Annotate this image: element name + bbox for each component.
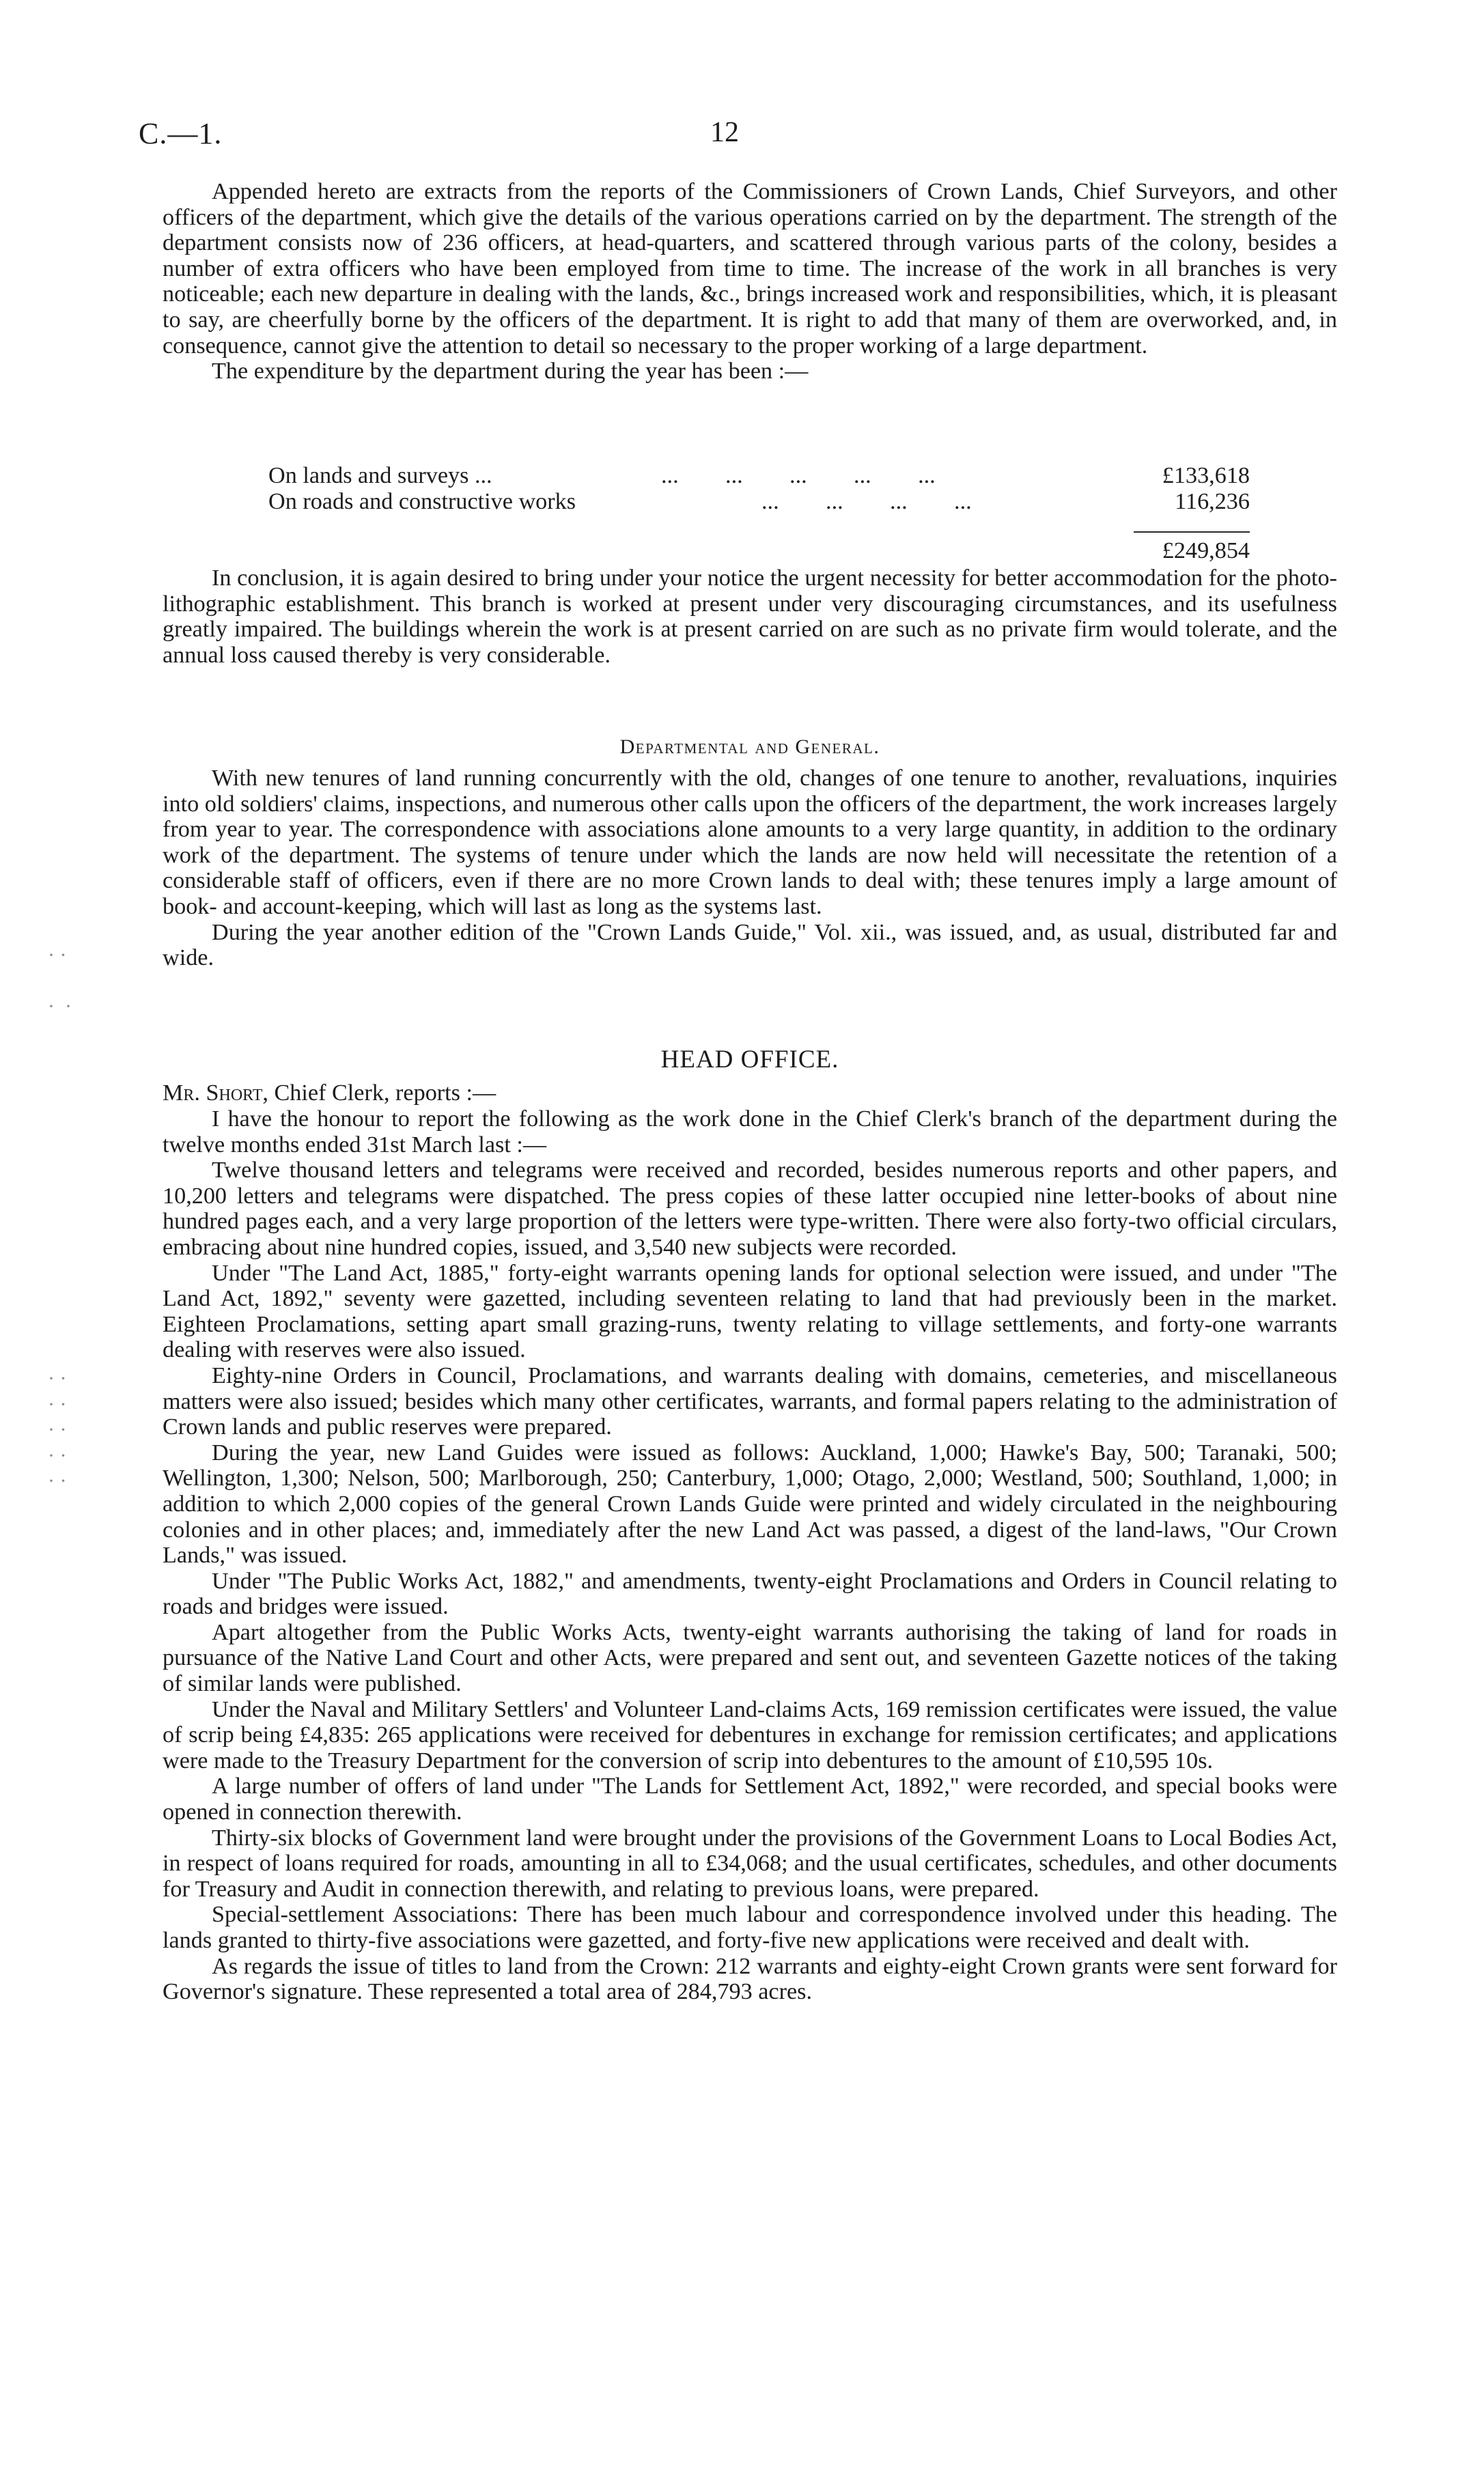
expenditure-row-leaders: ... ... ... ... [761,489,972,514]
expenditure-row-label: On lands and surveys ... [268,463,492,488]
page-number: 12 [710,117,739,148]
head-office-byline [163,1080,496,1106]
byline-name: Mr. Short [163,1080,263,1106]
report-paragraph: I have the honour to report the following as the work done in the Chief Clerk's branch of the department during the twelve months ended 31st March last :— [163,1106,1337,1158]
report-paragraph: During the year, new Land Guides were issued as follows: Auckland, 1,000; Hawke's Bay, 500; Taranaki, 500; Wellington, 1,300; Nelson, 500; Marlborough, 250; Canterbury, 1,000; Otago, 2,000; Westland, 500; Southland, 1,000; in addition to which 2,000 copies of the general Crown Lands Guide were printed and widely circulated in the neighbouring colonies and in other places; and, immediately after the new Land Act was passed, a digest of the land-laws, "Our Crown Lands," was issued. [163,1440,1337,1569]
report-paragraph: As regards the issue of titles to land from the Crown: 212 warrants and eighty-eight Crown grants were sent forward for Governor's signature. These represented a total area of 284,793 acres. [163,1953,1337,2005]
report-paragraph: Under "The Public Works Act, 1882," and amendments, twenty-eight Proclamations and Orders in Council relating to roads and bridges were issued. [163,1568,1337,1620]
report-paragraph: Apart altogether from the Public Works Acts, twenty-eight warrants authorising the taking of land for roads in pursuance of the Native Land Court and other Acts, were prepared and sent out, and seventeen Gazette notices of the taking of similar lands were published. [163,1619,1337,1697]
conclusion-paragraph: In conclusion, it is again desired to bring under your notice the urgent necessity for better accommodation for the photo-lithographic establishment. This branch is worked at present under very discouraging circumstances, and its usefulness greatly impaired. The buildings wherein the work is at present carried on are such as no private firm would tolerate, and the annual loss caused thereby is very considerable. [163,565,1337,668]
expenditure-row-amount: 116,236 [1175,489,1250,514]
report-paragraph: Under the Naval and Military Settlers' and Volunteer Land-claims Acts, 169 remission certificates were issued, the value of scrip being £4,835: 265 applications were received for debentures in exchange for remission certificates; and applications were made to the Treasury Department for the conversion of scrip into debentures to the amount of £10,595 10s. [163,1696,1337,1773]
byline-rest: , Chief Clerk, reports :— [262,1080,496,1106]
conclusion-block [163,565,1337,668]
departmental-heading: Departmental and General. [619,735,880,758]
head-office-heading: HEAD OFFICE. [660,1046,839,1074]
departmental-block [163,766,1337,971]
report-paragraph: Under "The Land Act, 1885," forty-eight warrants opening lands for optional selection were issued, and under "The Land Act, 1892," seventy were gazetted, including seventeen relating to land that had previously been in the market. Eighteen Proclamations, setting apart small grazing-runs, twenty relating to village settlements, and forty-one warrants dealing with reserves were also issued. [163,1260,1337,1363]
head-office-report [163,1106,1337,2005]
parliamentary-paper-reference: C.—1. [139,117,223,150]
expenditure-total: £249,854 [1162,538,1250,563]
expenditure-row-leaders: ... ... ... ... ... [661,463,936,488]
expenditure-row-amount: £133,618 [1162,463,1250,488]
report-paragraph: A large number of offers of land under "The Lands for Settlement Act, 1892," were recorded, and special books were opened in connection therewith. [163,1773,1337,1825]
report-paragraph: Eighty-nine Orders in Council, Proclamations, and warrants dealing with domains, cemeteries, and miscellaneous matters were also issued; besides which many other certificates, warrants, and formal papers relating to the administration of Crown lands and public reserves were prepared. [163,1362,1337,1440]
departmental-paragraph: With new tenures of land running concurrently with the old, changes of one tenure to another, revaluations, inquiries into old soldiers' claims, inspections, and numerous other calls upon the officers of the department, the work increases largely from year to year. The correspondence with associations alone amounts to a very large quantity, in addition to the ordinary work of the department. The systems of tenure under which the lands are now held will necessitate the retention of a considerable staff of officers, even if there are no more Crown lands to deal with; these tenures imply a large amount of book- and account-keeping, which will last as long as the systems last. [163,766,1337,919]
margin-bleed-marks: · · · · [48,944,72,1018]
report-paragraph: Twelve thousand letters and telegrams were received and recorded, besides numerous reports and other papers, and 10,200 letters and telegrams were dispatched. The press copies of these latter occupied nine letter-books of about nine hundred pages each, and a very large proportion of the letters were type-written. There were also forty-two official circulars, embracing about nine hundred copies, issued, and 3,540 new subjects were recorded. [163,1158,1337,1260]
report-paragraph: Special-settlement Associations: There has been much labour and correspondence involved under this heading. The lands granted to thirty-five associations were gazetted, and forty-five new applications were received and dealt with. [163,1902,1337,1953]
report-paragraph: Thirty-six blocks of Government land were brought under the provisions of the Government Loans to Local Bodies Act, in respect of loans required for roads, amounting in all to £34,068; and the usual certificates, schedules, and other documents for Treasury and Audit in connection therewith, and relating to previous loans, were prepared. [163,1825,1337,1902]
total-rule [1134,531,1250,533]
intro-paragraph: Appended hereto are extracts from the reports of the Commissioners of Crown Lands, Chief Surveyors, and other officers of the department, which give the details of the various operations carried on by the department. The strength of the department consists now of 236 officers, at head-quarters, and scattered through various parts of the colony, besides a number of extra officers who have been employed from time to time. The increase of the work in all branches is very noticeable; each new departure in dealing with the lands, &c., brings increased work and responsibilities, which, it is pleasant to say, are cheerfully borne by the officers of the department. It is right to add that many of them are overworked, and, in consequence, cannot give the attention to detail so necessary to the proper working of a large department. [163,179,1337,359]
departmental-paragraph: During the year another edition of the "Crown Lands Guide," Vol. xii., was issued, and, as usual, distributed far and wide. [163,919,1337,971]
margin-bleed-marks: · · · · · · · · · · [48,1367,67,1493]
expenditure-lead: The expenditure by the department during the year has been :— [212,359,809,384]
intro-block [163,179,1337,384]
expenditure-row-label: On roads and constructive works [268,489,576,514]
